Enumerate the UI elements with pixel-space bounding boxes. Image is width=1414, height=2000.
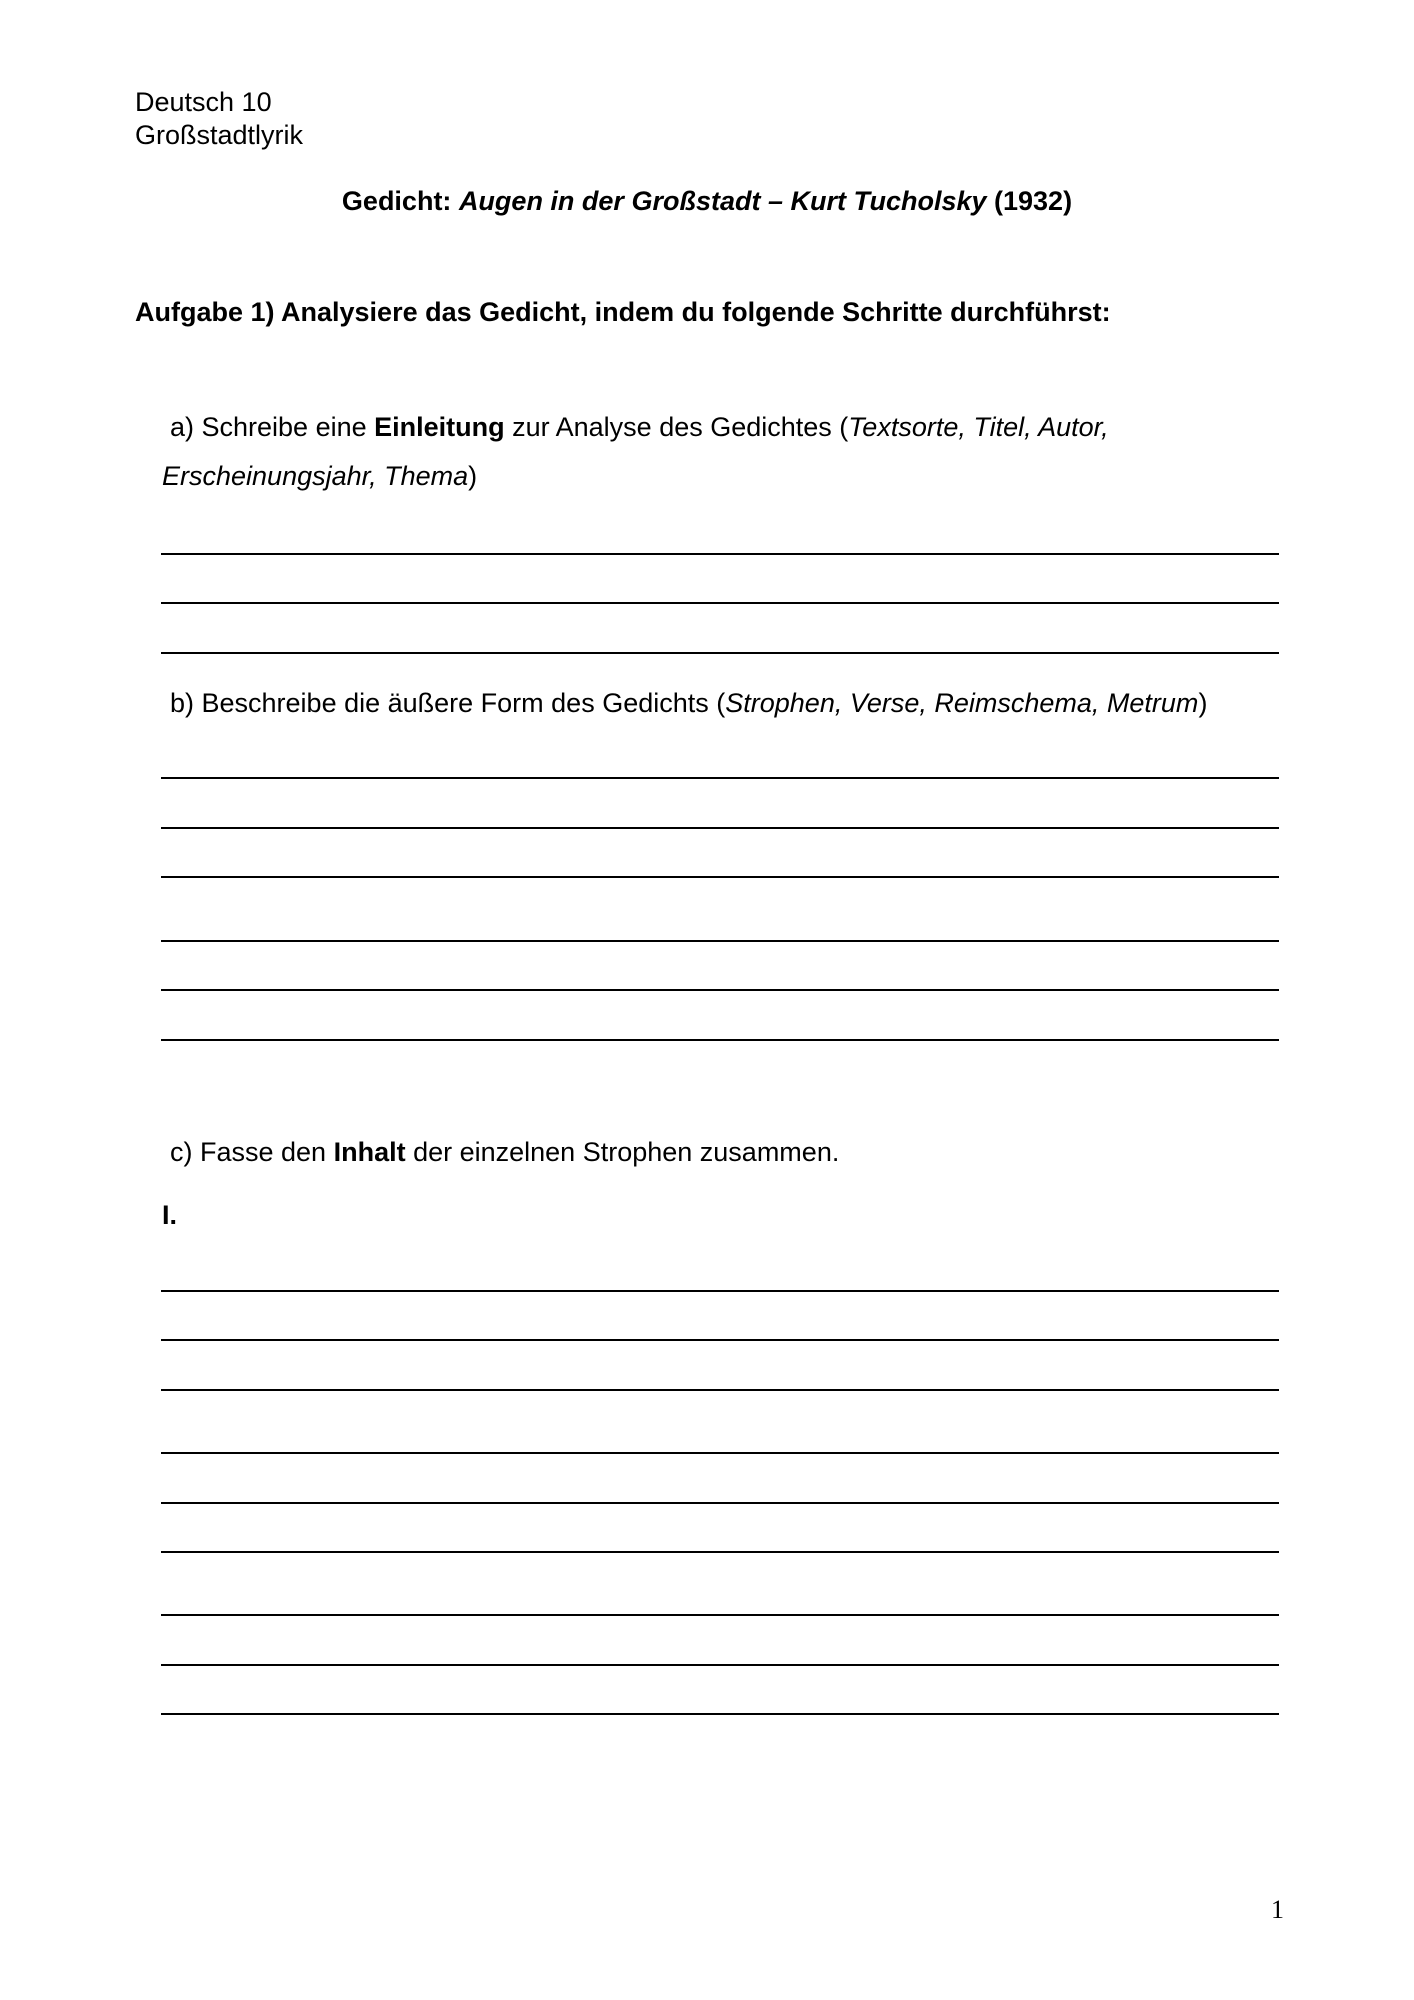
- part-c-prompt: [170, 1137, 839, 1168]
- answer-line[interactable]: [161, 1389, 1279, 1391]
- topic-label: Großstadtlyrik: [135, 120, 304, 150]
- answer-line[interactable]: [161, 1339, 1279, 1341]
- answer-line[interactable]: [161, 1713, 1279, 1715]
- answer-line[interactable]: [161, 1039, 1279, 1041]
- poem-title-author: Augen in der Großstadt – Kurt Tucholsky: [458, 186, 987, 216]
- answer-line[interactable]: [161, 553, 1279, 555]
- page-number: 1: [1271, 1895, 1284, 1924]
- answer-line[interactable]: [161, 1664, 1279, 1666]
- answer-line[interactable]: [161, 1502, 1279, 1504]
- part-a-text: a) Schreibe eine: [170, 412, 375, 442]
- answer-line[interactable]: [161, 1452, 1279, 1454]
- answer-line[interactable]: [161, 1290, 1279, 1292]
- task-heading: Aufgabe 1) Analysiere das Gedicht, indem du folgende Schritte durchführst:: [135, 297, 1111, 327]
- part-a-hints: Textsorte, Titel, Autor,: [848, 412, 1109, 442]
- poem-title-prefix: Gedicht:: [341, 186, 459, 216]
- part-b-text: b) Beschreibe die äußere Form des Gedichts (: [170, 688, 726, 718]
- stanza-label: I.: [162, 1200, 178, 1230]
- answer-line[interactable]: [161, 652, 1279, 654]
- answer-line[interactable]: [161, 876, 1279, 878]
- part-a-prompt-cont: [162, 461, 477, 492]
- answer-line[interactable]: [161, 777, 1279, 779]
- answer-line[interactable]: [161, 940, 1279, 942]
- course-label: Deutsch 10: [135, 87, 272, 117]
- part-a-text-2: zur Analyse des Gedichtes (: [504, 412, 849, 442]
- answer-line[interactable]: [161, 1614, 1279, 1616]
- part-a-keyword: Einleitung: [374, 412, 505, 442]
- part-a-prompt: [170, 412, 1109, 443]
- part-a-close: ): [468, 461, 478, 491]
- answer-line[interactable]: [161, 827, 1279, 829]
- answer-line[interactable]: [161, 1551, 1279, 1553]
- poem-title: [0, 186, 1414, 217]
- part-b-close: ): [1198, 688, 1208, 718]
- answer-line[interactable]: [161, 602, 1279, 604]
- part-b-hints: Strophen, Verse, Reimschema, Metrum: [725, 688, 1199, 718]
- answer-line[interactable]: [161, 989, 1279, 991]
- part-b-prompt: [170, 688, 1207, 719]
- part-c-keyword: Inhalt: [333, 1137, 406, 1167]
- part-c-text-2: der einzelnen Strophen zusammen.: [405, 1137, 840, 1167]
- part-c-text: c) Fasse den: [170, 1137, 334, 1167]
- poem-year: (1932): [986, 186, 1073, 216]
- part-a-hints-2: Erscheinungsjahr, Thema: [162, 461, 469, 491]
